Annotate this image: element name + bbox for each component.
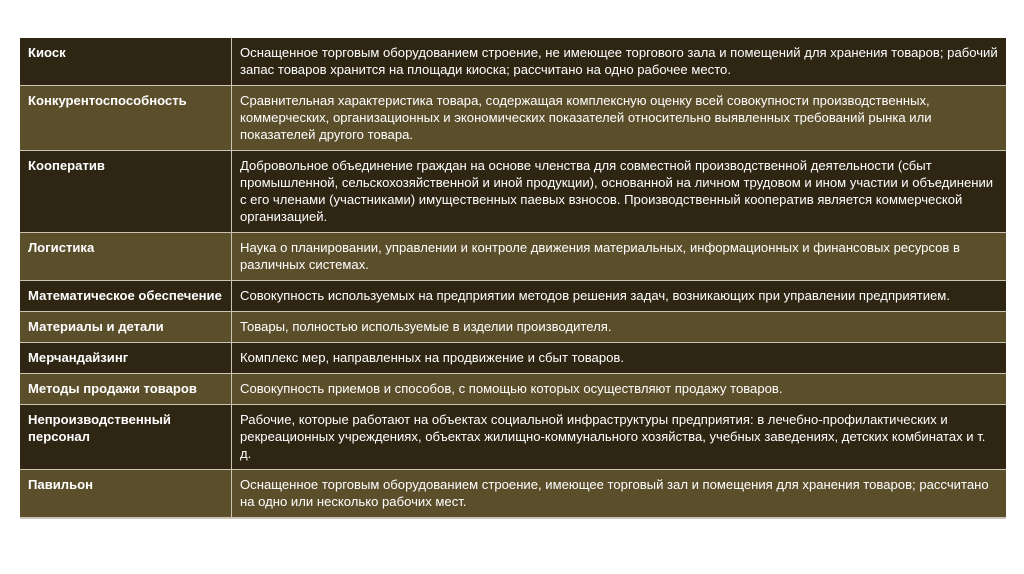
table-row [20,405,1006,470]
table-row [20,233,1006,281]
term-cell: Павильон [20,470,232,519]
definition-cell: Сравнительная характеристика товара, содержащая комплексную оценку всей совокупности производственных, коммерческих, организационных и экономических показателей относительно выявленных требований рынка или показателей другого товара. [232,86,1007,151]
definition-cell: Товары, полностью используемые в изделии производителя. [232,312,1007,343]
definition-cell: Совокупность используемых на предприятии методов решения задач, возникающих при управлении предприятием. [232,281,1007,312]
table-row [20,343,1006,374]
term-cell: Киоск [20,38,232,86]
definition-cell: Добровольное объединение граждан на основе членства для совместной производственной деятельности (сбыт промышленной, сельскохозяйственной и иной продукции), основанной на личном трудовом и ином участии и объединении с его членами (участниками) имущественных паевых взносов. Производственный кооператив является коммерческой организацией. [232,151,1007,233]
term-cell: Непроизводственный персонал [20,405,232,470]
term-cell: Материалы и детали [20,312,232,343]
term-cell: Логистика [20,233,232,281]
definition-cell: Комплекс мер, направленных на продвижение и сбыт товаров. [232,343,1007,374]
definition-cell: Оснащенное торговым оборудованием строение, не имеющее торгового зала и помещений для хранения товаров; рабочий запас товаров хранится на площади киоска; рассчитано на одно рабочее место. [232,38,1007,86]
table-row [20,151,1006,233]
term-cell: Мерчандайзинг [20,343,232,374]
term-cell: Конкурентоспособность [20,86,232,151]
glossary-table [20,38,1006,519]
table-row [20,86,1006,151]
term-cell: Методы продажи товаров [20,374,232,405]
table-row [20,470,1006,519]
definition-cell: Наука о планировании, управлении и контроле движения материальных, информационных и финансовых ресурсов в различных системах. [232,233,1007,281]
definition-cell: Оснащенное торговым оборудованием строение, имеющее торговый зал и помещения для хранения товаров; рассчитано на одно или несколько рабочих мест. [232,470,1007,519]
table-row [20,281,1006,312]
table-row [20,312,1006,343]
definition-cell: Совокупность приемов и способов, с помощью которых осуществляют продажу товаров. [232,374,1007,405]
term-cell: Математическое обеспечение [20,281,232,312]
table-row [20,38,1006,86]
table-row [20,374,1006,405]
term-cell: Кооператив [20,151,232,233]
definition-cell: Рабочие, которые работают на объектах социальной инфраструктуры предприятия: в лечебно-профилактических и рекреационных учреждениях, объектах жилищно-коммунального хозяйства, учебных заведениях, детских комбинатах и т. д. [232,405,1007,470]
